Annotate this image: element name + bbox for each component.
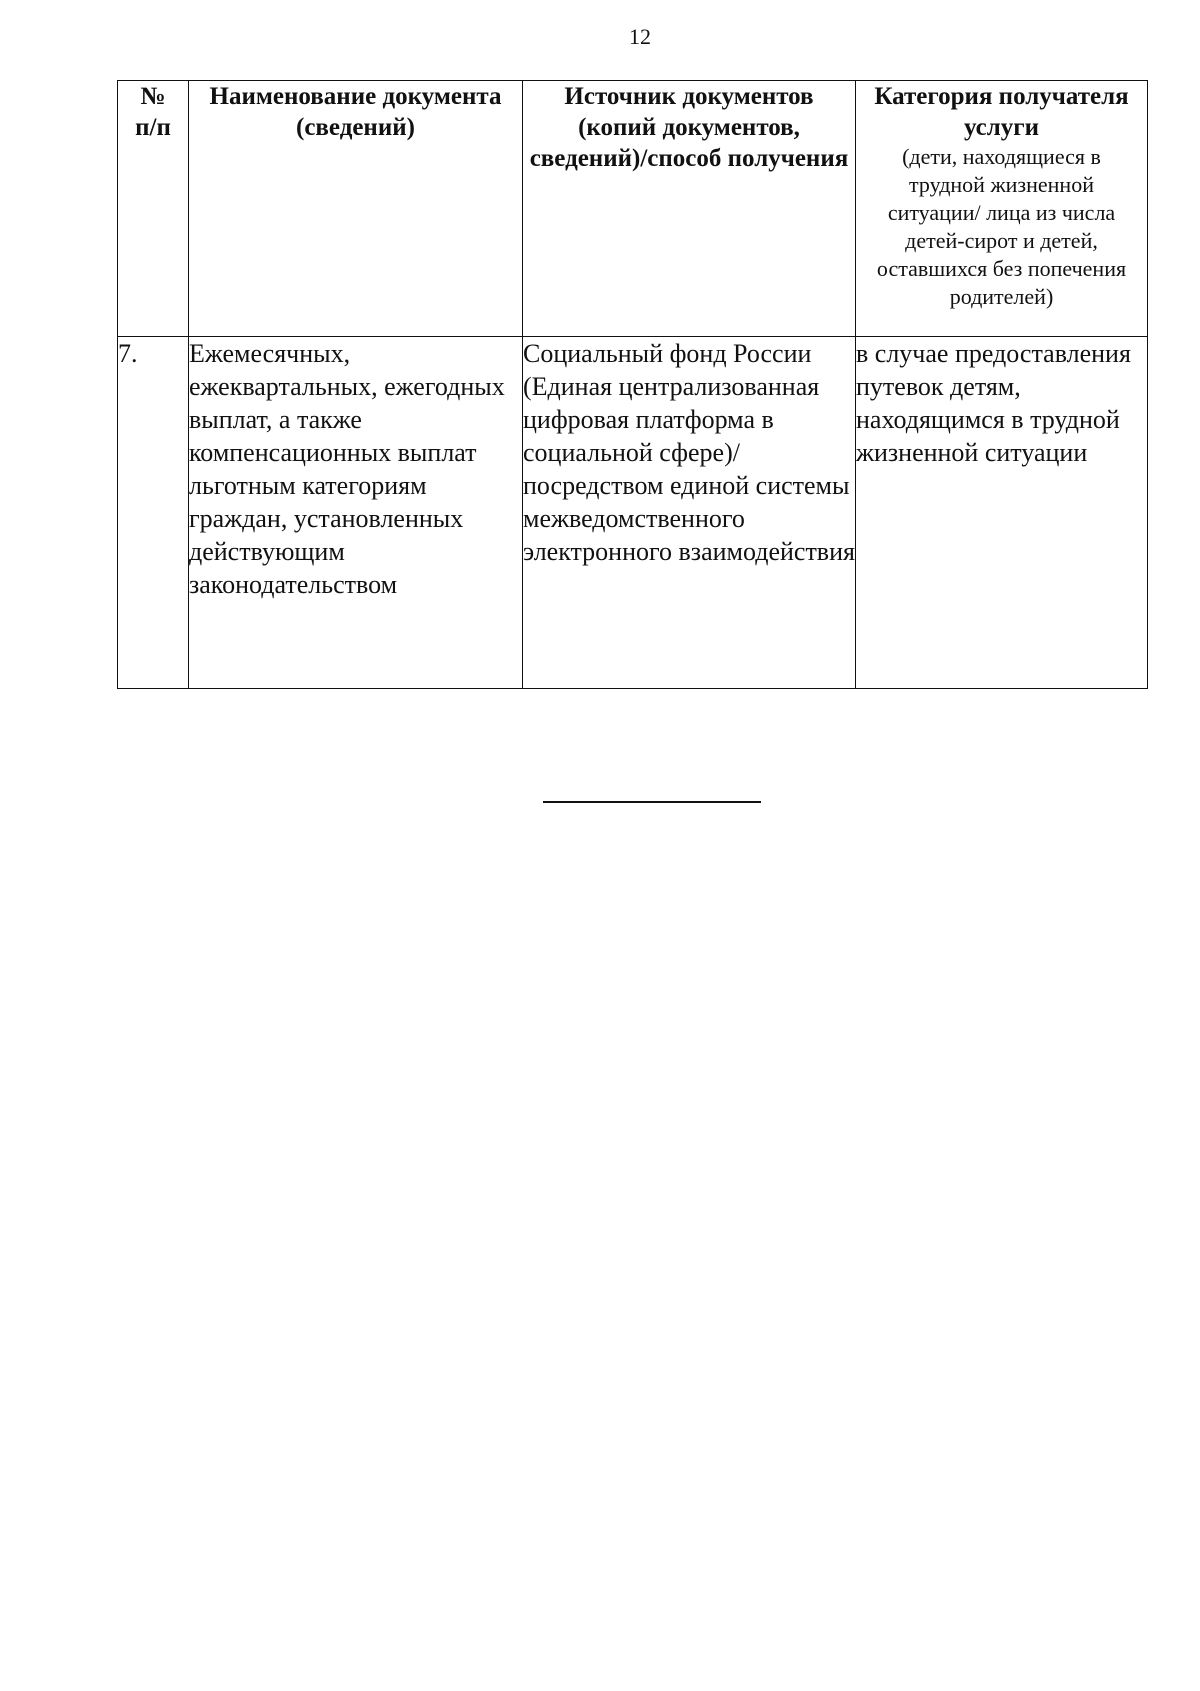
header-source [523, 81, 856, 337]
documents-table [117, 80, 1148, 689]
page-number: 12 [629, 24, 651, 49]
end-divider-line [543, 801, 761, 803]
table-row [118, 337, 1148, 689]
row-category: в случае предоставления путевок детям, находящимся в трудной жизненной ситуации [856, 337, 1148, 689]
header-source-label: Источник документов (копий документов, сведений)/способ получения [529, 83, 849, 172]
row-number: 7. [118, 337, 189, 689]
header-category [856, 81, 1148, 337]
header-category-note: (дети, находящиеся в трудной жизненной ситуации/ лица из числа детей-сирот и детей, оставшихся без попечения родителей) [876, 144, 1127, 309]
header-number-label: № п/п [135, 83, 171, 141]
header-number [118, 81, 189, 337]
header-category-title: Категория получателя услуги [874, 83, 1129, 141]
row-document-name: Ежемесячных, ежеквартальных, ежегодных выплат, а также компенсационных выплат льготным категориям граждан, установленных действующим законодательством [189, 337, 523, 689]
header-document-name [189, 81, 523, 337]
table-header-row [118, 81, 1148, 337]
header-document-name-label: Наименование документа (сведений) [209, 83, 502, 141]
row-source: Социальный фонд России (Единая централизованная цифровая платформа в социальной сфере)/посредством единой системы межведомственного электронного взаимодействия [523, 337, 856, 689]
